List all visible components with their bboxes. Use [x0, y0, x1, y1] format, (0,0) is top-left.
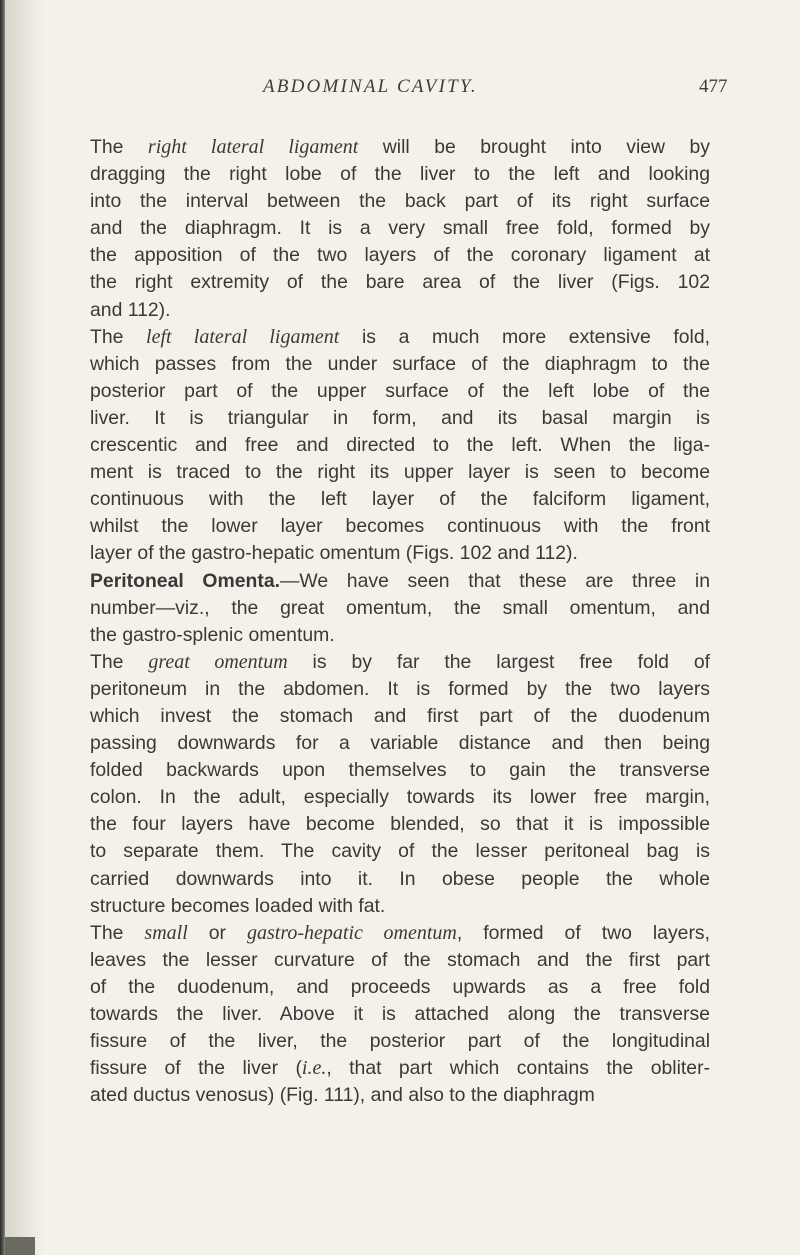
text-line — [90, 161, 710, 188]
text-run: will be brought into view by — [358, 136, 710, 158]
text-line — [90, 1028, 710, 1055]
body-text — [90, 134, 710, 1109]
text-run: The — [90, 921, 145, 944]
text-run: which passes from the under surface of the diaphragm to the — [90, 352, 710, 375]
italic-term: right lateral ligament — [147, 136, 359, 158]
text-run: number—viz., the great omentum, the small omentum, and — [90, 596, 710, 619]
text-run: the gastro-splenic omentum. — [90, 623, 335, 646]
text-line — [90, 595, 710, 622]
text-run: continuous with the left layer of the falciform ligament, — [90, 488, 710, 511]
text-line — [90, 432, 710, 459]
text-run: or — [187, 921, 247, 944]
text-line — [90, 324, 710, 351]
text-run: The — [90, 136, 148, 158]
text-run: the apposition of the two layers of the coronary ligament at — [90, 244, 710, 267]
text-line — [90, 351, 710, 378]
text-line — [90, 784, 710, 811]
text-run: to separate them. The cavity of the lesser peritoneal bag is — [90, 840, 710, 863]
text-run: whilst the lower layer becomes continuous with the front — [90, 515, 710, 538]
text-run: is by far the largest free fold of — [287, 650, 710, 673]
text-line — [90, 568, 710, 595]
text-run: fissure of the liver, the posterior part of the longitudinal — [90, 1030, 710, 1053]
text-run: posterior part of the upper surface of the left lobe of the — [90, 379, 710, 402]
text-line — [90, 947, 710, 974]
page-gutter-shadow — [5, 0, 45, 1255]
paragraph — [90, 920, 710, 1110]
text-line — [90, 1055, 710, 1082]
text-run: —We have seen that these are three in — [280, 569, 710, 592]
text-run: , that part which contains the obliter- — [326, 1057, 710, 1080]
text-line — [90, 974, 710, 1001]
text-run: liver. It is triangular in form, and its basal margin is — [90, 406, 710, 429]
text-line — [90, 378, 710, 405]
text-line — [90, 269, 710, 296]
page-number: 477 — [699, 76, 728, 97]
text-run: passing downwards for a variable distance and then being — [90, 732, 710, 755]
text-line — [90, 622, 710, 649]
text-line — [90, 893, 710, 920]
running-head: ABDOMINAL CAVITY. — [263, 76, 478, 97]
text-line — [90, 134, 710, 161]
text-line — [90, 920, 710, 947]
text-line — [90, 188, 710, 215]
page-corner-shadow — [5, 1237, 35, 1255]
text-line — [90, 676, 710, 703]
text-line — [90, 811, 710, 838]
text-line — [90, 703, 710, 730]
text-run: of the duodenum, and proceeds upwards as a free fold — [90, 975, 710, 998]
text-run: folded backwards upon themselves to gain the transverse — [90, 759, 710, 782]
text-line — [90, 649, 710, 676]
text-line — [90, 486, 710, 513]
paragraph — [90, 324, 710, 568]
text-run: , formed of two layers, — [456, 921, 710, 944]
text-run: colon. In the adult, especially towards its lower free margin, — [90, 786, 710, 809]
text-line — [90, 1001, 710, 1028]
text-run: The — [90, 650, 149, 673]
text-line — [90, 540, 710, 567]
text-run: towards the liver. Above it is attached along the transverse — [90, 1003, 710, 1025]
text-line — [90, 513, 710, 540]
text-run: peritoneum in the abdomen. It is formed by the two layers — [90, 677, 710, 700]
text-line — [90, 838, 710, 865]
italic-term: small — [144, 921, 188, 944]
paragraph — [90, 568, 710, 649]
text-run: structure becomes loaded with fat. — [90, 894, 386, 917]
text-run: the four layers have become blended, so that it is impossible — [90, 813, 710, 836]
text-run: leaves the lesser curvature of the stomach and the first part — [90, 948, 710, 971]
text-line — [90, 405, 710, 432]
italic-term: left lateral ligament — [146, 325, 340, 348]
text-run: and the diaphragm. It is a very small free fold, formed by — [90, 217, 710, 240]
text-run: the right extremity of the bare area of the liver (Figs. 102 — [90, 271, 710, 294]
text-line — [90, 866, 710, 893]
italic-term: gastro-hepatic omentum — [246, 921, 457, 944]
text-run: and 112). — [90, 298, 171, 321]
text-run: The — [90, 325, 147, 348]
paragraph — [90, 134, 710, 324]
text-line — [90, 730, 710, 757]
section-heading: Peritoneal Omenta. — [90, 569, 281, 592]
text-line — [90, 1082, 710, 1109]
text-run: ated ductus venosus) (Fig. 111), and also to the diaphragm — [90, 1084, 595, 1107]
italic-term: i.e. — [301, 1057, 327, 1080]
text-run: crescentic and free and directed to the left. When the liga- — [90, 434, 710, 457]
paragraph — [90, 649, 710, 920]
text-line — [90, 297, 710, 324]
text-run: carried downwards into it. In obese people the whole — [90, 867, 710, 890]
text-line — [90, 459, 710, 486]
text-run: is a much more extensive fold, — [339, 325, 710, 348]
page-header — [0, 76, 800, 106]
text-run: dragging the right lobe of the liver to the left and looking — [90, 163, 710, 186]
text-run: which invest the stomach and first part of the duodenum — [90, 704, 710, 727]
text-run: fissure of the liver ( — [90, 1057, 302, 1080]
text-line — [90, 242, 710, 269]
text-run: ment is traced to the right its upper layer is seen to become — [90, 461, 710, 484]
text-run: into the interval between the back part of its right surface — [90, 190, 710, 213]
text-line — [90, 215, 710, 242]
text-line — [90, 757, 710, 784]
italic-term: great omentum — [148, 650, 288, 673]
text-run: layer of the gastro-hepatic omentum (Figs. 102 and 112). — [90, 542, 578, 565]
